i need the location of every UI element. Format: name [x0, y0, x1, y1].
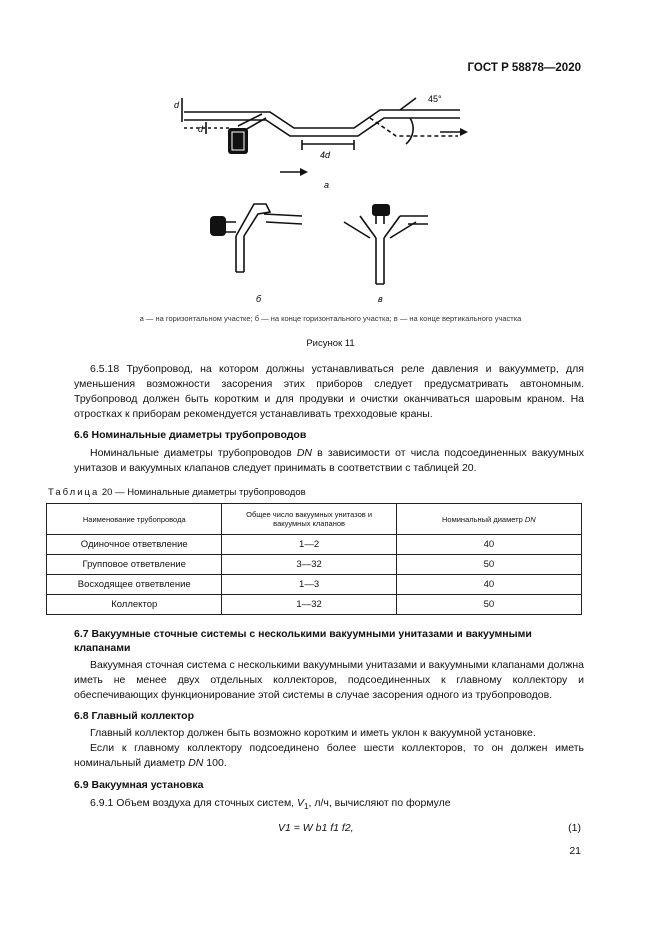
document-header: ГОСТ Р 58878—2020 [467, 62, 581, 74]
table-cell: 1—2 [222, 535, 396, 555]
label-d-left: d [198, 124, 204, 134]
page-number: 21 [569, 845, 581, 857]
label-d-top: d [174, 100, 180, 110]
figure-title: Рисунок 11 [306, 338, 355, 349]
table-20 [46, 503, 582, 615]
paragraph-6-6: Номинальные диаметры трубопроводов DN в зависимости от числа подсоединенных вакуумных унитазов и вакуумных клапанов следует принимать в соответствии с таблицей 20. [74, 447, 585, 474]
table-row [47, 555, 582, 575]
label-sub-v: в [378, 294, 383, 304]
table-cell: 3—32 [222, 555, 396, 575]
figure-legend: а — на горизонтальном участке; б — на конце горизонтального участка; в — на конце вертикального участка [139, 314, 522, 323]
paragraph-6-5-18: 6.5.18 Трубопровод, на котором должны устанавливаться реле давления и вакуумметр, для уменьшения возможности засорения этих приборов следует предусматривать автономным. Трубопровод должен быть коротким и для продувки и очистки оканчиваться шаровым краном. На отростках к приборам рекомендуется устанавливать трехходовые краны. [74, 363, 584, 420]
table-cell: 50 [396, 555, 581, 575]
table-cell: 40 [396, 535, 581, 555]
label-sub-b: б [256, 294, 262, 304]
table-cell: 50 [396, 595, 581, 615]
paragraph-6-7: Вакуумная сточная система с несколькими вакуумными унитазами и вакуумными клапанами должна иметь не менее двух отдельных коллекторов, подсоединенных к главному коллектору и обеспечивающих функционирование этой системы в случае засорения одного из трубопроводов. [74, 659, 585, 701]
table-cell: 40 [396, 575, 581, 595]
table-header-row [47, 504, 582, 535]
paragraph-6-8: Главный коллектор должен быть возможно коротким и иметь уклон к вакуумной установке. Если к главному коллектору подсоединено более шести коллекторов, то он должен иметь номинальный диаметр DN 100. [74, 727, 584, 769]
table-title: Таблица 20 — Номинальные диаметры трубопроводов [48, 487, 306, 498]
heading-6-7: 6.7 Вакуумные сточные системы с несколькими вакуумными унитазами и вакуумными клапанами [74, 628, 532, 654]
heading-6-9: 6.9 Вакуумная установка [74, 779, 204, 791]
table-cell: Восходящее ответвление [47, 575, 222, 595]
column-header: Общее число вакуумных унитазов и вакуумных клапанов [222, 504, 396, 535]
table-cell: 1—3 [222, 575, 396, 595]
paragraph-6-9-1: 6.9.1 Объем воздуха для сточных систем, $V_1$, л/ч, вычисляют по формуле [90, 797, 451, 812]
label-4d: 4d [320, 150, 331, 160]
column-header: Номинальный диаметр DN [396, 504, 581, 535]
table-cell: 1—32 [222, 595, 396, 615]
label-angle: 45° [428, 94, 442, 104]
heading-6-6: 6.6 Номинальные диаметры трубопроводов [74, 429, 307, 441]
table-cell: Коллектор [47, 595, 222, 615]
table-row [47, 575, 582, 595]
table-row [47, 535, 582, 555]
table-cell: Групповое ответвление [47, 555, 222, 575]
heading-6-8: 6.8 Главный коллектор [74, 710, 194, 722]
column-header: Наименование трубопровода [47, 504, 222, 535]
label-sub-a: а [324, 180, 330, 190]
table-row [47, 595, 582, 615]
formula-1: V1 = W b1 f1 f2, [278, 822, 354, 834]
figure-11-drawing [170, 88, 470, 308]
table-cell: Одиночное ответвление [47, 535, 222, 555]
equation-number: (1) [568, 822, 581, 834]
